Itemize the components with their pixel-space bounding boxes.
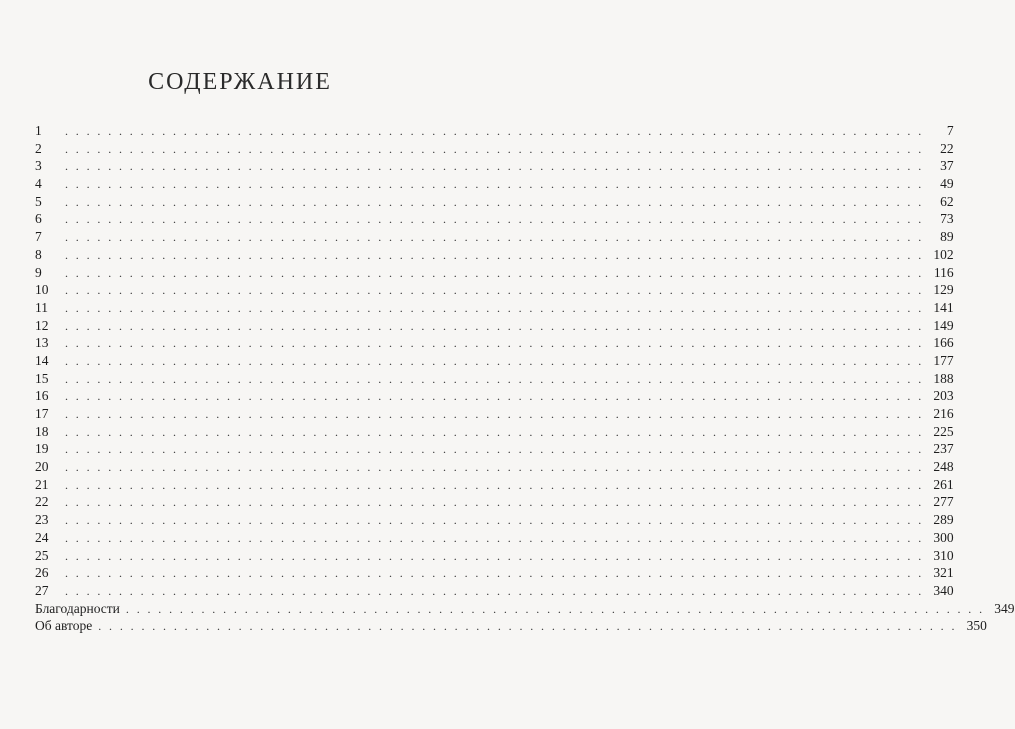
toc-entry-label: Об авторе [35, 618, 93, 634]
toc-entry [35, 423, 954, 441]
dot-leader: . . . . . . . . . . . . . . . . . . . . . . . . . . . . . . . . . . . . . . . . . . . . . . . . . . . . . . . . . . . . . . . . . . . . . . . . . . . . . . . . [65, 283, 924, 298]
dot-leader: . . . . . . . . . . . . . . . . . . . . . . . . . . . . . . . . . . . . . . . . . . . . . . . . . . . . . . . . . . . . . . . . . . . . . . . . . . . . . . . . [98, 619, 957, 634]
toc-entry-label: 23 [35, 512, 49, 528]
toc-entry-page-number: 149 [933, 317, 954, 333]
toc-entry-page-number: 129 [933, 282, 954, 298]
toc-entry-page-number: 310 [933, 547, 954, 563]
dot-leader: . . . . . . . . . . . . . . . . . . . . . . . . . . . . . . . . . . . . . . . . . . . . . . . . . . . . . . . . . . . . . . . . . . . . . . . . . . . . . . . . [65, 336, 924, 351]
toc-entry-label: Благодарности [35, 600, 120, 616]
dot-leader: . . . . . . . . . . . . . . . . . . . . . . . . . . . . . . . . . . . . . . . . . . . . . . . . . . . . . . . . . . . . . . . . . . . . . . . . . . . . . . . . [65, 124, 924, 138]
toc-entry-page-number: 49 [940, 176, 954, 192]
dot-leader: . . . . . . . . . . . . . . . . . . . . . . . . . . . . . . . . . . . . . . . . . . . . . . . . . . . . . . . . . . . . . . . . . . . . . . . . . . . . . . . . [65, 353, 924, 368]
toc-entry [35, 440, 954, 458]
dot-leader: . . . . . . . . . . . . . . . . . . . . . . . . . . . . . . . . . . . . . . . . . . . . . . . . . . . . . . . . . . . . . . . . . . . . . . . . . . . . . . . . [65, 265, 924, 280]
toc-entry-label: 19 [35, 441, 49, 457]
dot-leader: . . . . . . . . . . . . . . . . . . . . . . . . . . . . . . . . . . . . . . . . . . . . . . . . . . . . . . . . . . . . . . . . . . . . . . . . . . . . . . . . [65, 371, 924, 386]
dot-leader: . . . . . . . . . . . . . . . . . . . . . . . . . . . . . . . . . . . . . . . . . . . . . . . . . . . . . . . . . . . . . . . . . . . . . . . . . . . . . . . . [65, 530, 924, 545]
toc-entry [35, 140, 954, 158]
dot-leader: . . . . . . . . . . . . . . . . . . . . . . . . . . . . . . . . . . . . . . . . . . . . . . . . . . . . . . . . . . . . . . . . . . . . . . . . . . . . . . . . [65, 495, 924, 510]
toc-entry-page-number: 300 [933, 529, 954, 545]
toc-entry-page-number: 225 [933, 423, 954, 439]
toc-entry-label: 8 [35, 246, 42, 262]
dot-leader: . . . . . . . . . . . . . . . . . . . . . . . . . . . . . . . . . . . . . . . . . . . . . . . . . . . . . . . . . . . . . . . . . . . . . . . . . . . . . . . . [65, 566, 924, 581]
toc-entry-label: 21 [35, 476, 49, 492]
dot-leader: . . . . . . . . . . . . . . . . . . . . . . . . . . . . . . . . . . . . . . . . . . . . . . . . . . . . . . . . . . . . . . . . . . . . . . . . . . . . . . . . [65, 177, 924, 192]
dot-leader: . . . . . . . . . . . . . . . . . . . . . . . . . . . . . . . . . . . . . . . . . . . . . . . . . . . . . . . . . . . . . . . . . . . . . . . . . . . . . . . . [65, 141, 924, 156]
dot-leader: . . . . . . . . . . . . . . . . . . . . . . . . . . . . . . . . . . . . . . . . . . . . . . . . . . . . . . . . . . . . . . . . . . . . . . . . . . . . . . . . [65, 583, 924, 598]
toc-entry-page-number: 116 [933, 264, 954, 280]
toc-entry-label: 10 [35, 282, 49, 298]
toc-entry [35, 387, 954, 405]
toc-entry-page-number: 203 [933, 388, 954, 404]
toc-entry-page-number: 7 [946, 123, 954, 138]
toc-entry-label: 13 [35, 335, 49, 351]
toc-entry-label: 7 [35, 229, 42, 245]
dot-leader: . . . . . . . . . . . . . . . . . . . . . . . . . . . . . . . . . . . . . . . . . . . . . . . . . . . . . . . . . . . . . . . . . . . . . . . . . . . . . . . . [65, 318, 924, 333]
toc-entry [35, 547, 954, 565]
toc-entry-page-number: 141 [933, 299, 954, 315]
toc-entry [35, 564, 954, 582]
toc-entry-page-number: 89 [940, 229, 954, 245]
dot-leader: . . . . . . . . . . . . . . . . . . . . . . . . . . . . . . . . . . . . . . . . . . . . . . . . . . . . . . . . . . . . . . . . . . . . . . . . . . . . . . . . [65, 194, 924, 209]
dot-leader: . . . . . . . . . . . . . . . . . . . . . . . . . . . . . . . . . . . . . . . . . . . . . . . . . . . . . . . . . . . . . . . . . . . . . . . . . . . . . . . . [65, 389, 924, 404]
dot-leader: . . . . . . . . . . . . . . . . . . . . . . . . . . . . . . . . . . . . . . . . . . . . . . . . . . . . . . . . . . . . . . . . . . . . . . . . . . . . . . . . [65, 230, 924, 245]
dot-leader: . . . . . . . . . . . . . . . . . . . . . . . . . . . . . . . . . . . . . . . . . . . . . . . . . . . . . . . . . . . . . . . . . . . . . . . . . . . . . . . . [65, 247, 924, 262]
toc-entry-page-number: 102 [933, 246, 954, 262]
toc-entry [35, 617, 987, 635]
toc-entry [35, 458, 954, 476]
dot-leader: . . . . . . . . . . . . . . . . . . . . . . . . . . . . . . . . . . . . . . . . . . . . . . . . . . . . . . . . . . . . . . . . . . . . . . . . . . . . . . . . [65, 212, 924, 227]
toc-entry-label: 11 [35, 299, 48, 315]
dot-leader: . . . . . . . . . . . . . . . . . . . . . . . . . . . . . . . . . . . . . . . . . . . . . . . . . . . . . . . . . . . . . . . . . . . . . . . . . . . . . . . . [65, 548, 924, 563]
toc-entry-label: 17 [35, 406, 49, 421]
toc-entry [35, 405, 954, 423]
toc-entry-label: 27 [35, 582, 49, 598]
toc-entry [35, 476, 954, 494]
table-of-contents [35, 122, 1015, 635]
toc-entry [35, 122, 954, 140]
dot-leader: . . . . . . . . . . . . . . . . . . . . . . . . . . . . . . . . . . . . . . . . . . . . . . . . . . . . . . . . . . . . . . . . . . . . . . . . . . . . . . . . [65, 477, 924, 492]
toc-entry-label: 6 [35, 211, 42, 227]
toc-entry [35, 582, 954, 600]
toc-entry-label: 24 [35, 529, 49, 545]
toc-entry [35, 317, 954, 335]
toc-entry-page-number: 340 [933, 582, 954, 598]
toc-entry-page-number: 166 [933, 335, 954, 351]
dot-leader: . . . . . . . . . . . . . . . . . . . . . . . . . . . . . . . . . . . . . . . . . . . . . . . . . . . . . . . . . . . . . . . . . . . . . . . . . . . . . . . . [65, 442, 924, 457]
toc-entry [35, 299, 954, 317]
toc-entry [35, 193, 954, 211]
toc-entry-label: 2 [35, 140, 42, 156]
toc-entry-page-number: 289 [933, 512, 954, 528]
toc-entry-label: 25 [35, 547, 49, 563]
toc-entry-page-number: 277 [933, 494, 954, 510]
toc-entry-label: 14 [35, 352, 49, 368]
toc-entry [35, 228, 954, 246]
toc-entry-label: 5 [35, 193, 42, 209]
toc-entry-label: 15 [35, 370, 49, 386]
toc-entry-label: 22 [35, 494, 49, 510]
toc-entry [35, 264, 954, 282]
toc-entry-page-number: 248 [933, 459, 954, 475]
dot-leader: . . . . . . . . . . . . . . . . . . . . . . . . . . . . . . . . . . . . . . . . . . . . . . . . . . . . . . . . . . . . . . . . . . . . . . . . . . . . . . . . [65, 460, 924, 475]
toc-entry-page-number: 62 [940, 193, 954, 209]
toc-entry-label: 1 [35, 123, 42, 138]
toc-entry [35, 210, 954, 228]
toc-entry [35, 157, 954, 175]
toc-entry-page-number: 22 [940, 140, 954, 156]
toc-entry-label: 26 [35, 565, 49, 581]
dot-leader: . . . . . . . . . . . . . . . . . . . . . . . . . . . . . . . . . . . . . . . . . . . . . . . . . . . . . . . . . . . . . . . . . . . . . . . . . . . . . . . . [65, 513, 924, 528]
toc-entry-page-number: 73 [940, 211, 954, 227]
toc-entry-page-number: 188 [933, 370, 954, 386]
toc-entry-page-number: 237 [933, 441, 954, 457]
toc-entry-label: 18 [35, 423, 49, 439]
dot-leader: . . . . . . . . . . . . . . . . . . . . . . . . . . . . . . . . . . . . . . . . . . . . . . . . . . . . . . . . . . . . . . . . . . . . . . . . . . . . . . . . [125, 601, 985, 616]
toc-entry [35, 246, 954, 264]
toc-entry-page-number: 216 [933, 406, 954, 421]
toc-entry-page-number: 349 [994, 600, 1015, 616]
toc-entry-page-number: 261 [933, 476, 954, 492]
toc-entry [35, 352, 954, 370]
toc-entry-label: 4 [35, 176, 42, 192]
dot-leader: . . . . . . . . . . . . . . . . . . . . . . . . . . . . . . . . . . . . . . . . . . . . . . . . . . . . . . . . . . . . . . . . . . . . . . . . . . . . . . . . [65, 424, 924, 439]
toc-entry-label: 9 [35, 264, 42, 280]
toc-entry [35, 175, 954, 193]
toc-entry-page-number: 321 [933, 565, 954, 581]
toc-entry [35, 511, 954, 529]
toc-entry-label: 16 [35, 388, 49, 404]
toc-entry [35, 600, 1015, 618]
toc-entry-page-number: 37 [940, 158, 954, 174]
dot-leader: . . . . . . . . . . . . . . . . . . . . . . . . . . . . . . . . . . . . . . . . . . . . . . . . . . . . . . . . . . . . . . . . . . . . . . . . . . . . . . . . [65, 159, 924, 174]
page-title: СОДЕРЖАНИЕ [148, 69, 332, 95]
toc-entry [35, 281, 954, 299]
toc-entry-label: 20 [35, 459, 49, 475]
toc-entry [35, 529, 954, 547]
toc-entry [35, 370, 954, 388]
dot-leader: . . . . . . . . . . . . . . . . . . . . . . . . . . . . . . . . . . . . . . . . . . . . . . . . . . . . . . . . . . . . . . . . . . . . . . . . . . . . . . . . [65, 300, 924, 315]
toc-entry-label: 12 [35, 317, 49, 333]
toc-entry-label: 3 [35, 158, 42, 174]
toc-entry [35, 493, 954, 511]
toc-entry-page-number: 350 [966, 618, 987, 634]
toc-entry-page-number: 177 [933, 352, 954, 368]
toc-entry [35, 334, 954, 352]
dot-leader: . . . . . . . . . . . . . . . . . . . . . . . . . . . . . . . . . . . . . . . . . . . . . . . . . . . . . . . . . . . . . . . . . . . . . . . . . . . . . . . . [65, 407, 924, 421]
